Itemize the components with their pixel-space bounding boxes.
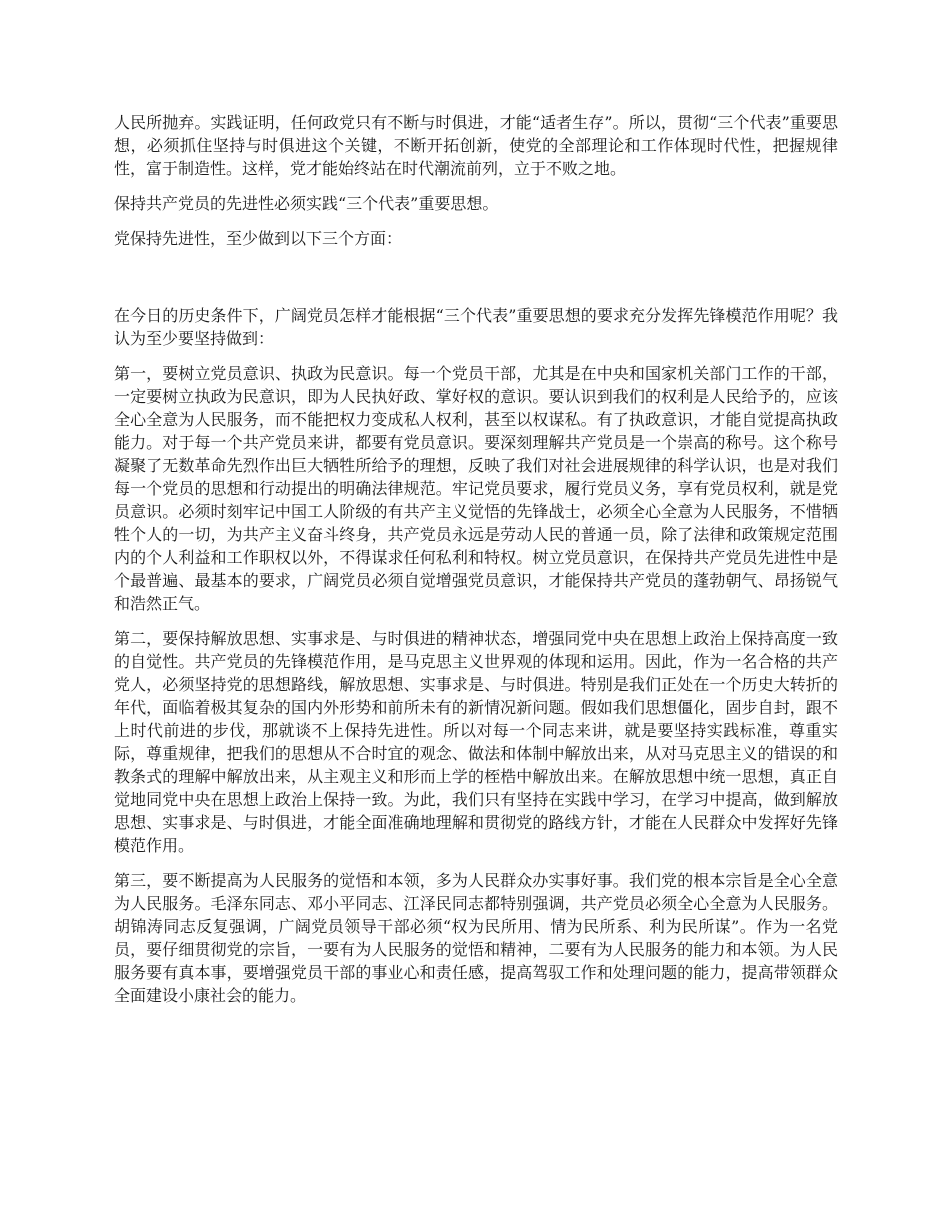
paragraph-three-aspects-lead: 党保持先进性，至少做到以下三个方面： <box>114 229 403 248</box>
paragraph-intro-continuation: 人民所抛弃。实践证明，任何政党只有不断与时俱进，才能“适者生存”。所以，贯彻“三个代表”重要思想，必须抓住坚持与时俱进这个关键，不断开拓创新，使党的全部理论和工作体现时代性，把握规律性，富于制造性。这样，党才能始终站在时代潮流前列，立于不败之地。 <box>114 113 838 178</box>
paragraph-point-two: 第二，要保持解放思想、实事求是、与时俱进的精神状态，增强同党中央在思想上政治上保持高度一致的自觉性。共产党员的先锋模范作用，是马克思主义世界观的体现和运用。因此，作为一名合格的共产党人，必须坚持党的思想路线，解放思想、实事求是、与时俱进。特别是我们正处在一个历史大转折的年代，面临着极其复杂的国内外形势和前所未有的新情况新问题。假如我们思想僵化，固步自封，跟不上时代前进的步伐，那就谈不上保持先进性。所以对每一个同志来讲，就是要坚持实践标准，尊重实际，尊重规律，把我们的思想从不合时宜的观念、做法和体制中解放出来，从对马克思主义的错误的和教条式的理解中解放出来，从主观主义和形而上学的桎梏中解放出来。在解放思想中统一思想，真正自觉地同党中央在思想上政治上保持一致。为此，我们只有坚持在实践中学习，在学习中提高，做到解放思想、实事求是、与时俱进，才能全面准确地理解和贯彻党的路线方针，才能在人民群众中发挥好先锋模范作用。 <box>114 629 838 855</box>
paragraph-advancement-statement: 保持共产党员的先进性必须实践“三个代表”重要思想。 <box>114 194 499 213</box>
paragraph-point-one: 第一，要树立党员意识、执政为民意识。每一个党员干部，尤其是在中央和国家机关部门工作的干部，一定要树立执政为民意识，即为人民执好政、掌好权的意识。要认识到我们的权利是人民给予的，应该全心全意为人民服务，而不能把权力变成私人权利，甚至以权谋私。有了执政意识，才能自觉提高执政能力。对于每一个共产党员来讲，都要有党员意识。要深刻理解共产党员是一个崇高的称号。这个称号凝聚了无数革命先烈作出巨大牺牲所给予的理想，反映了我们对社会进展规律的科学认识，也是对我们每一个党员的思想和行动提出的明确法律规范。牢记党员要求，履行党员义务，享有党员权利，就是党员意识。必须时刻牢记中国工人阶级的有共产主义觉悟的先锋战士，必须全心全意为人民服务，不惜牺牲个人的一切，为共产主义奋斗终身，共产党员永远是劳动人民的普通一员，除了法律和政策规定范围内的个人利益和工作职权以外，不得谋求任何私利和特权。树立党员意识，在保持共产党员先进性中是个最普遍、最基本的要求，广阔党员必须自觉增强党员意识，才能保持共产党员的蓬勃朝气、昂扬锐气和浩然正气。 <box>114 364 838 613</box>
section-gap <box>114 262 838 304</box>
document-page <box>114 111 838 1019</box>
paragraph-point-three: 第三，要不断提高为人民服务的觉悟和本领，多为人民群众办实事好事。我们党的根本宗旨是全心全意为人民服务。毛泽东同志、邓小平同志、江泽民同志都特别强调，共产党员必须全心全意为人民服务。胡锦涛同志反复强调，广阔党员领导干部必须“权为民所用、情为民所系、利为民所谋”。作为一名党员，要仔细贯彻党的宗旨，一要有为人民服务的觉悟和精神，二要有为人民服务的能力和本领。为人民服务要有真本事，要增强党员干部的事业心和责任感，提高驾驭工作和处理问题的能力，提高带领群众全面建设小康社会的能力。 <box>114 871 838 1005</box>
paragraph-question: 在今日的历史条件下，广阔党员怎样才能根据“三个代表”重要思想的要求充分发挥先锋模范作用呢？我认为至少要坚持做到： <box>114 306 838 348</box>
